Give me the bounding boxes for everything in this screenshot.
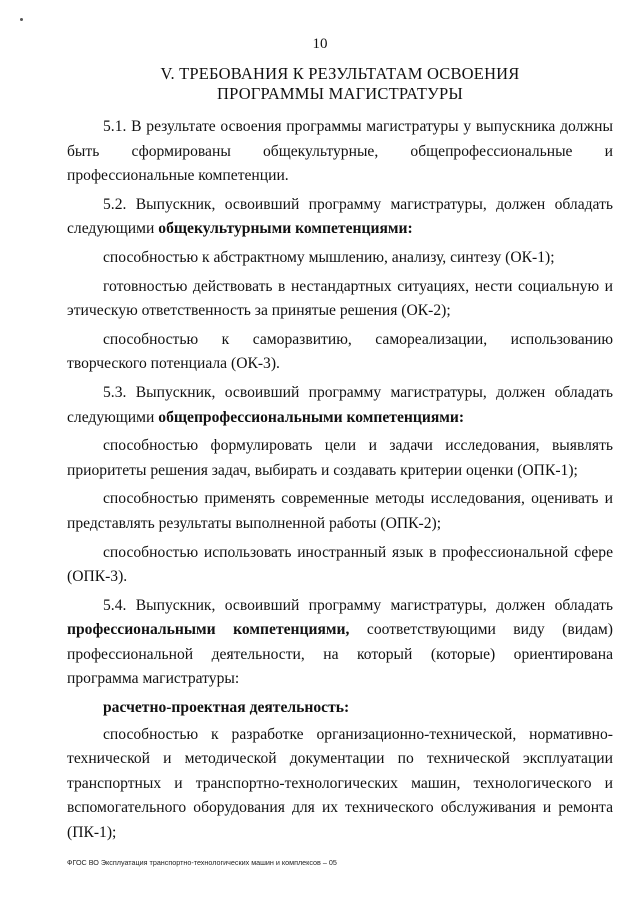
paragraph-5-3-text: 5.3. Выпускник, освоивший программу магистратуры, должен обладать следующими [67,383,613,426]
paragraph-5-1: 5.1. В результате освоения программы магистратуры у выпускника должны быть сформированы общекультурные, общепрофессиональные и профессиональные компетенции. [67,118,613,185]
paragraph-5-4-text-1: 5.4. Выпускник, освоивший программу магистратуры, должен обладать [103,596,613,614]
competence-opk-1: способностью формулировать цели и задачи исследования, выявлять приоритеты решения задач, выбирать и создавать критерии оценки (ОПК-1); [67,437,613,479]
competence-ok-3: способностью к саморазвитию, самореализации, использованию творческого потенциала (ОК-3). [67,330,613,373]
paragraph-5-2-text: 5.2. Выпускник, освоивший программу магистратуры, должен обладать следующими [67,195,613,238]
competence-opk-3: способностью использовать иностранный язык в профессиональной сфере (ОПК-3). [67,543,613,586]
activity-heading-text: расчетно-проектная деятельность: [103,699,350,717]
competence-ok-1: способностью к абстрактному мышлению, анализу, синтезу (ОК-1); [103,248,555,266]
competence-ok-2: готовностью действовать в нестандартных ситуациях, нести социальную и этическую ответственность за принятые решения (ОК-2); [67,277,613,320]
paragraph-5-4-text-2: соответствующими виду (видам) профессиональной деятельности, на который (которые) ориентирована программа магистратуры: [67,621,613,688]
page-number: 10 [312,36,328,52]
paragraph-5-3 [67,381,613,430]
document-footer: ФГОС ВО Эксплуатация транспортно-технологических машин и комплексов – 05 [67,858,337,867]
competence-pk-1: способностью к разработке организационно-технической, нормативно-технической и методической документации по технической эксплуатации транспортных и транспортно-технологических машин, технологического и вспомогательного оборудования для их технического обслуживания и ремонта (ПК-1); [67,725,613,842]
section-heading-line-1: V. ТРЕБОВАНИЯ К РЕЗУЛЬТАТАМ ОСВОЕНИЯ [160,64,520,83]
document-body [67,115,613,850]
paragraph-5-2 [67,193,613,242]
paragraph-5-4-bold: профессиональными компетенциями, [67,621,350,639]
paragraph-5-2-bold: общекультурными компетенциями: [158,220,413,238]
paragraph-5-3-bold: общепрофессиональными компетенциями: [158,408,465,426]
activity-heading [67,696,613,721]
competence-opk-2: способностью применять современные методы исследования, оценивать и представлять результаты выполненной работы (ОПК-2); [67,490,613,532]
paragraph-5-4 [67,594,613,692]
section-heading-line-2: ПРОГРАММЫ МАГИСТРАТУРЫ [217,84,463,103]
scan-speck [20,18,23,21]
section-heading [70,64,610,104]
